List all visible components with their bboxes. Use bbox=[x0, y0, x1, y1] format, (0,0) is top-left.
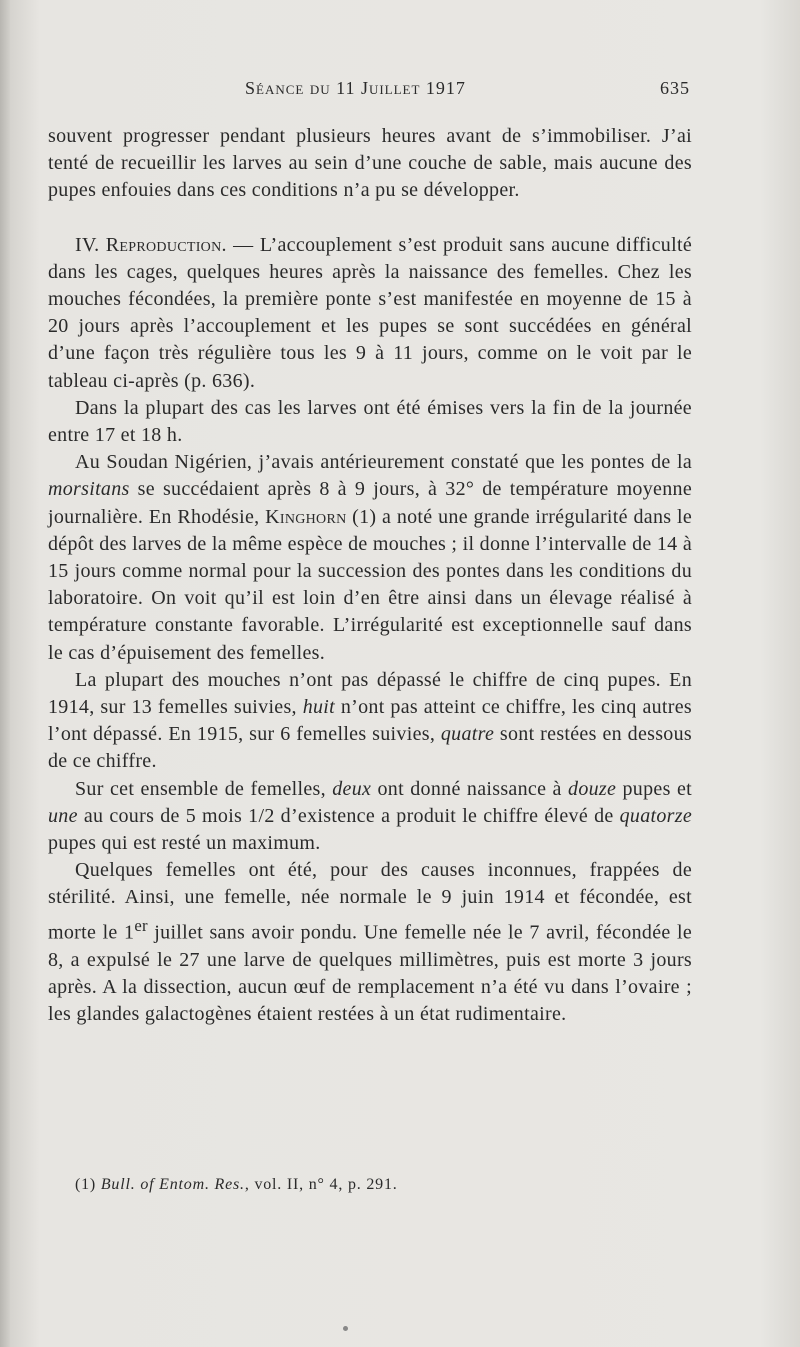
author-name: Kinghorn bbox=[265, 505, 347, 528]
footnote-citation: , vol. II, n° 4, p. 291. bbox=[244, 1176, 398, 1193]
header-title: Séance du 11 Juillet 1917 bbox=[245, 78, 466, 98]
paragraph-reproduction bbox=[48, 232, 692, 395]
italic-huit: huit bbox=[302, 696, 336, 719]
page-spine-shadow bbox=[0, 0, 10, 1347]
paragraph-6-part-b: ont donné naissance à bbox=[371, 777, 569, 800]
paragraph-6-part-a: Sur cet ensemble de femelles, bbox=[75, 777, 333, 800]
running-header bbox=[245, 78, 690, 108]
paragraph-3: Dans la plupart des cas les larves ont été émises vers la fin de la journée entre 17 et 18 h. bbox=[48, 396, 692, 447]
paragraph-6-part-c: pupes et bbox=[616, 777, 692, 800]
species-name: morsitans bbox=[48, 478, 130, 501]
paragraph-4-part-c: (1) a noté une grande irrégularité dans le dépôt des larves de la même espèce de mouches ; il donne l’intervalle de 14 à 15 jours comme normal pour la succession des pontes dans les conditions du laboratoire. On voit qu’il est loin d’en être ainsi dans un élevage réalisé à température constante favorable. L’irrégularité est exceptionnelle sauf dans le cas d’épuisement des femelles. bbox=[48, 505, 692, 664]
italic-une: une bbox=[48, 804, 78, 827]
print-speck bbox=[343, 1326, 348, 1331]
italic-quatorze: quatorze bbox=[619, 804, 692, 827]
paragraph-5-part-a: La plupart des mouches n’ont pas dépassé le chiffre de cinq pupes. En 1914, sur 13 femelles suivies, bbox=[48, 668, 692, 719]
footnote bbox=[75, 1176, 398, 1194]
paragraph-4-part-b: se succédaient après 8 à 9 jours, à 32° de température moyenne journalière. En Rhodésie, bbox=[48, 478, 692, 528]
page-number: 635 bbox=[660, 78, 690, 98]
paragraph-4 bbox=[48, 449, 692, 667]
paragraph-4-part-a: Au Soudan Nigérien, j’avais antérieurement constaté que les pontes de la bbox=[75, 451, 692, 474]
section-heading: IV. Reproduction. bbox=[75, 233, 227, 256]
paragraph-5-part-c: sont restées en dessous de ce chiffre. bbox=[48, 723, 692, 773]
paragraph-7-part-a: Quelques femelles ont été, pour des causes inconnues, frappées de stérilité. Ainsi, une femelle, née normale le 9 juin 1914 et fécondée, est morte le 1 bbox=[48, 859, 692, 944]
paragraph-5-part-b: n’ont pas atteint ce chiffre, les cinq autres l’ont dépassé. En 1915, sur 6 femelles suivies, bbox=[48, 696, 693, 746]
paragraph-2-text: — L’accouplement s’est produit sans aucune difficulté dans les cages, quelques heures après la naissance des femelles. Chez les mouches fécondées, la première ponte s’est manifestée en moyenne de 15 à 20 jours après l’accouplement et les pupes se sont succédées en général d’une façon très régulière tous les 9 à 11 jours, comme on le voit par le tableau ci-après (p. 636). bbox=[48, 233, 692, 392]
italic-quatre: quatre bbox=[440, 723, 495, 746]
body-text bbox=[48, 123, 692, 1028]
italic-douze: douze bbox=[568, 777, 617, 800]
ordinal-superscript: er bbox=[134, 915, 148, 935]
italic-deux: deux bbox=[332, 777, 372, 800]
paragraph-6-part-d: au cours de 5 mois 1/2 d’existence a produit le chiffre élevé de bbox=[77, 804, 620, 827]
footnote-number: (1) bbox=[75, 1176, 101, 1193]
footnote-journal-title: Bull. of Entom. Res. bbox=[100, 1176, 245, 1193]
paragraph-5 bbox=[48, 667, 692, 776]
paragraph-7 bbox=[48, 857, 692, 1028]
paragraph-7-part-b: juillet sans avoir pondu. Une femelle née le 7 avril, fécondée le 8, a expulsé le 27 une larve de quelques millimètres, puis est morte 3 jours après. A la dissection, aucun œuf de remplacement n’a été vu dans l’ovaire ; les glandes galactogènes étaient restées à un état rudimentaire. bbox=[48, 921, 692, 1025]
paragraph-6-part-e: pupes qui est resté un maximum. bbox=[48, 832, 321, 855]
paragraph-1: souvent progresser pendant plusieurs heures avant de s’immobiliser. J’ai tenté de recueillir les larves au sein d’une couche de sable, mais aucune des pupes enfouies dans ces conditions n’a pu se développer. bbox=[48, 125, 692, 202]
paragraph-6 bbox=[48, 776, 692, 858]
